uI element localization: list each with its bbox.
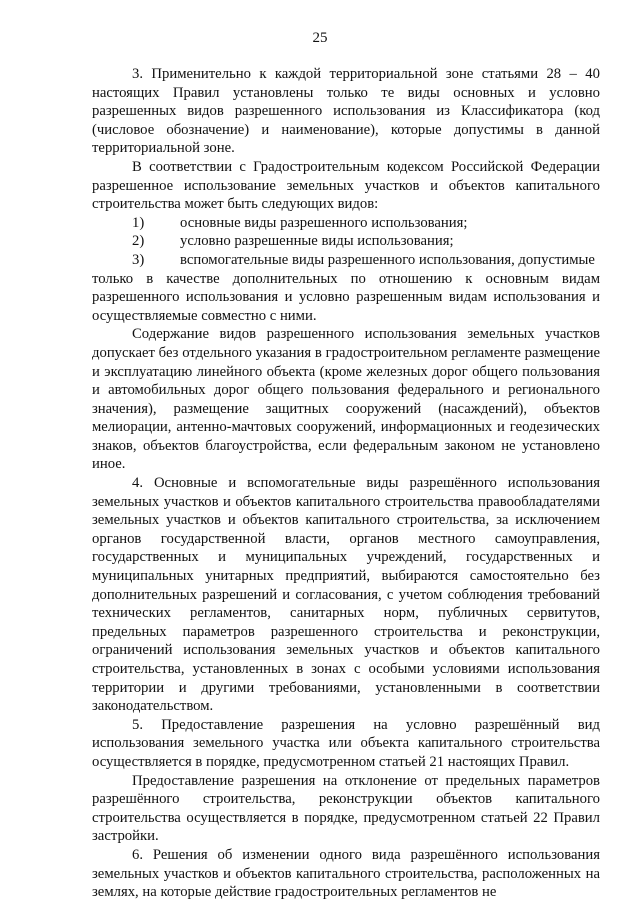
list-item <box>92 214 600 233</box>
list-item <box>92 232 600 251</box>
paragraph-deviation-permit: Предоставление разрешения на отклонение от предельных параметров разрешённого строительства, реконструкции объектов капитального строительства осуществляется в порядке, предусмотренном статьей 22 Правил застройки. <box>92 772 600 845</box>
paragraph-linear-objects: Содержание видов разрешенного использования земельных участков допускает без отдельного указания в градостроительном регламенте размещение и эксплуатацию линейного объекта (кроме железных дорог общего пользования и автомобильных дорог общего пользования федерального и регионального значения), размещение защитных сооружений (насаждений), объектов мелиорации, антенно-мачтовых сооружений, информационных и геодезических знаков, объектов благоустройства, если федеральным законом не установлено иное. <box>92 326 600 473</box>
list-item <box>92 251 600 270</box>
list-item-number: 1) <box>132 214 145 231</box>
list-item-text: условно разрешенные виды использования; <box>180 233 454 250</box>
paragraph-6: 6. Решения об изменении одного вида разрешённого использования земельных участков и объектов капитального строительства, расположенных на землях, на которые действие градостроительных регламентов не <box>92 846 600 901</box>
paragraph-4: 4. Основные и вспомогательные виды разрешённого использования земельных участков и объектов капитального строительства правообладателями земельных участков и объектов капитального строительства, за исключением органов государственной власти, органов местного самоуправления, государственных и муниципальных учреждений, государственных и муниципальных унитарных предприятий, выбираются самостоятельно без дополнительных разрешений и согласования, с учетом соблюдения требований технических регламентов, санитарных норм, публичных сервитутов, предельных параметров разрешенного строительства и реконструкции, ограничений использования земельных участков и объектов капитального строительства, установленных в зонах с особыми условиями использования территории и другими требованиями, установленными в соответствии законодательством. <box>92 475 600 715</box>
list-item-number: 2) <box>132 233 145 250</box>
paragraph-3: 3. Применительно к каждой территориальной зоне статьями 28 – 40 настоящих Правил установлены только те виды основных и условно разрешенных видов разрешенного использования из Классификатора (код (числовое обозначение) и наименование), которые допустимы в данной территориальной зоне. <box>92 66 600 157</box>
page-number: 25 <box>312 30 328 46</box>
list-item-number: 3) <box>132 251 145 268</box>
paragraph-5: 5. Предоставление разрешения на условно разрешённый вид использования земельного участка или объекта капитального строительства осуществляется в порядке, предусмотренном статьей 21 настоящих Правил. <box>92 716 600 770</box>
list-item-text: вспомогательные виды разрешенного использования, допустимые <box>180 251 595 268</box>
paragraph-permitted-use-intro: В соответствии с Градостроительным кодексом Российской Федерации разрешенное использование земельных участков и объектов капитального строительства может быть следующих видов: <box>92 158 600 213</box>
list-item-3-continuation: только в качестве дополнительных по отношению к основным видам разрешенного использования и условно разрешенным видам использования и осуществляемые совместно с ними. <box>92 270 600 324</box>
document-body <box>92 65 600 902</box>
list-item-text: основные виды разрешенного использования; <box>180 214 468 231</box>
